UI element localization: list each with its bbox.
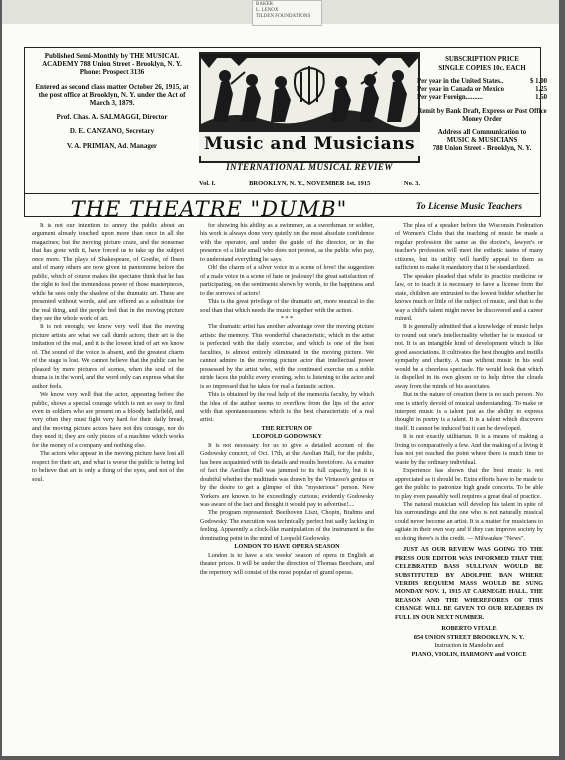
column-2 <box>200 222 374 750</box>
library-stamp: BAKER L. LENOX TILDEN FOUNDATIONS <box>252 0 322 26</box>
paragraph: The program represented: Beethoven Liszt, Chopin, Brahms and Godowsky. The execution was technically perfect but sadly lacking in feeling. Apparently a clock-like manipulation of the instrument is the dominating point in the mind of Leopold Godowsky. <box>200 509 374 542</box>
paragraph: Experience has shown that the best music is not appreciated as it should be. Extra efforts have to be made to get the public to patronize high grade concerts. To be able to play even passably well requires a great deal of practice. <box>395 467 543 500</box>
masthead-title: Music and Musicians <box>199 132 420 156</box>
paragraph: The plea of a speaker before the Wisconsin Federation of Women's Clubs that the teaching of music be made a regular profession the same as the doctor's, lawyer's or teacher's profession will meet the esthetic tastes of many citizens, but its utility will hardly appeal to them as sufficient to make it mandatory that it be standardized. <box>395 222 543 272</box>
price-row: Per year in the United States.. $ 1.00 <box>417 78 547 85</box>
paragraph: The natural musician will develop his talent in spite of his surroundings and the one who is not naturally musical could never become an artist. It is a matter for musicians to agitate in their own way and if they can improve society by so doing there's is the credit. — Milwaukee "News". <box>395 500 543 542</box>
paragraph: It is not exactly utilitarian. It is a means of making a living to comparatively a few. And the making of a living it has not yet reached the point where there is much time to waste by the ordinary individual. <box>395 433 543 466</box>
publisher-info <box>32 52 192 156</box>
publisher-line: Published Semi-Monthly by THE MUSICAL ACADEMY 788 Union Street - Brooklyn, N. Y. Phone: Prospect 3136 <box>42 52 182 77</box>
ad-line: Instruction in Mandolin and <box>434 642 504 650</box>
musicians-illustration <box>201 54 418 134</box>
paragraph: It is not our intention to annoy the public about an argument already touched upon more than once in all the magazines; but the moving picture craze, and the nonsense that has gone with it, have forced us to take up the subject once more. The plays of Shakespeare, of Goethe, of Ibsen and of many others are now given in pantomime before the public, which of course makes the spectator think that he has the right to feel the tremendous power of those masterpieces, while he sees only the shadow of the dramatic art. These are presented without words, and are offered as a substitute for the real thing, and the people feel that in the moving picture they see the whole work of art. <box>32 222 184 322</box>
paragraph: The speaker pleaded that while to practice medicine or law, or to teach it is necessary to have a license from the state, children are entrusted to the lowest bidder whether he knows much or little of the subject of music, and that is the way a child's talent might never be discovered and a career ruined. <box>395 272 543 322</box>
paragraph: Oh! the charm of a silver voice in a scene of love! the suggestion of a male voice in a scene of hate or jealousy! the great satisfaction of participating, on the sentiments shown by words, to the happiness and to the sorrows of actors! <box>200 264 374 297</box>
column-3 <box>395 222 543 750</box>
ad-subjects: PIANO, VIOLIN, HARMONY and VOICE <box>411 650 527 658</box>
issue-number: No. 3. <box>403 180 420 187</box>
article-headline: THE THEATRE "DUMB" <box>70 197 348 221</box>
address-street: 788 Union Street - Brooklyn, N. Y. <box>432 145 532 152</box>
secretary-line: D. E. CANZANO, Secretary <box>69 127 155 136</box>
ad-name: ROBERTO VITALE <box>441 625 497 633</box>
side-headline: To License Music Teachers <box>415 202 523 212</box>
masthead-subtitle: INTERNATIONAL MUSICAL REVIEW <box>226 162 393 172</box>
ad-address: 854 UNION STREET BROOKLYN, N. Y. <box>413 633 525 641</box>
paragraph: This is obtained by the real help of the memoria faculty, by which the idea of the author seems to overflow from the lips of the actor with that spontaneousness which is the best characteristic of a real artist. <box>200 391 374 424</box>
section-title: THE RETURN OF <box>261 424 313 432</box>
price-row: Per year in Canada or Mexico 1.25 <box>417 86 547 93</box>
subscription-info <box>417 56 547 158</box>
press-notice: JUST AS OUR REVIEW WAS GOING TO THE PRESS OUR EDITOR WAS INFORMED THAT THE CELEBRATED BASS SULLIVAN WOULD BE SUBSTITUTED BY ADOLPHE BAN WHERE VERDIS REQUIEM MASS WOULD BE SUNG MONDAY NOV. 1, 1915 AT CARNEGIE HALL. THE REASON AND THE WHEREFORES OF THIS CHANGE WILL BE GIVEN TO OUR READERS IN FULL IN OUR NEXT NUMBER. <box>395 546 543 621</box>
issue-date: BROOKLYN, N. Y., NOVEMBER 1st, 1915 <box>249 180 371 187</box>
paragraph: The actors who appear in the moving picture have lost all respect for their art, and what is worse the public is being led to believe that art is only a thing of the eyes, and not of the soul. <box>32 450 184 483</box>
paragraph: We know very well that the actor, appearing before the public, shows a special courage which is not so easy to find even in soldiers who are present on a bloody battlefield, and very often they must fight very hard for their daily bread, and the moving picture actors have not this courage, nor do they need it; they are only pieces of a machine which works for the money of a company and nothing else. <box>32 391 184 449</box>
postal-entry: Entered as second class matter October 26, 1915, at the post office at Brooklyn, N. Y. under the Act of March 3, 1879. <box>35 82 189 108</box>
paragraph: It is not necessary for us to give a detailed account of the Godowsky concert, of Oct. 17th, at the Aeolian Hall, for the public, has been acquainted with its details and results heretofore. As a matter of fact the Aeolian Hall was jammed to its full capacity, but it is doubtful whether the multitude was drawn by the Virtuoso's genius or by the desire to get a glimpse of this "mysterious" person. New Yorkers are known to be exceedingly curious; evidently Godowsky was aware of the fact and thought it would pay to advertise!.... <box>200 441 374 508</box>
price-row: Per year Foreign.......... 1.50 <box>417 94 547 101</box>
address-name: MUSIC & MUSICIANS <box>446 137 518 144</box>
header-rule <box>24 193 539 194</box>
remit-line: Remit by Bank Draft, Express or Post Office Money Order <box>417 108 547 123</box>
address-heading: Address all Communication to <box>437 129 527 136</box>
paragraph: It is not enough; we know very well that the moving picture artists are what we call dumb actors; their art is the imitation of the real, and it is the lowest kind of art we know of. The sound of the voice is absent, and the greatest charm of the stage is lost. We cannot believe that the public can be pleased by mere pictures of scenes, when the soul of the drama is in the word, and the word only can express what the author feels. <box>32 323 184 390</box>
single-copy-price: SINGLE COPIES 10c. EACH <box>438 65 526 72</box>
ad-manager-line: V. A. PRIMIAN, Ad. Manager <box>66 141 158 150</box>
paragraph: London is to have a six weeks' season of opera in English at theater prices. It will be under the direction of Thomas Beecham, and the repertory will consist of the most popular of grand operas. <box>200 551 374 576</box>
subscription-title: SUBSCRIPTION PRICE <box>445 56 519 63</box>
section-title: LONDON TO HAVE OPERA SEASON <box>234 543 340 551</box>
paragraph: The dramatic artist has another advantage over the moving picture artists: the memory. This wonderful characteristic, which in the artist is perfected with the daily exercise, and which is one of the best faculties, is almost entirely eliminated in the moving picture. We cannot admire in the moving picture actor that intellectual power possessed by the artist who, with the continued exercise on a noble stride faces the public every evening, who is listening to the actor and is so impressed that he takes for real a fantastic action. <box>200 323 374 390</box>
newspaper-page <box>2 0 559 756</box>
column-1 <box>32 222 184 750</box>
paragraph: This is the great privilege of the dramatic art, more musical to the soul than that which needs the music together with the action. <box>200 298 374 314</box>
volume: Vol. I. <box>199 180 216 187</box>
dateline <box>199 180 420 187</box>
paragraph: But in the nature of creation there is no such person. No one is utterly devoid of musical understanding. To make or interpret music is a talent just as the ability to express thought in poetry is a talent. It is a talent which discovers itself. It cannot be induced but it can be developed. <box>395 391 543 432</box>
section-title: LEOPOLD GODOWSKY <box>252 433 322 441</box>
paragraph: for showing his ability as a swimmer, as a swordsman or soldier, his work is always done very quietly on the most absolute confidence with the operator, and under the guide of the director, or in the presence of a little small who does not protest, as the public who pay, to understand everything he says. <box>200 222 374 263</box>
paragraph: It is generally admitted that a knowledge of music helps to round out one's intellectuality whether he is musical or not. It is an intangible kind of development which is like good associations. It cultivates the best thoughts and instills sympathy and charity. A man without music in his soul would be a cheerless spectacle. He would look that which is dispelled in its own gloom or to help drive the clouds away from the minds of his associates. <box>395 323 543 390</box>
director-line: Prof. Chas. A. SALMAGGI, Director <box>56 113 168 122</box>
section-divider: * * * <box>280 314 294 322</box>
